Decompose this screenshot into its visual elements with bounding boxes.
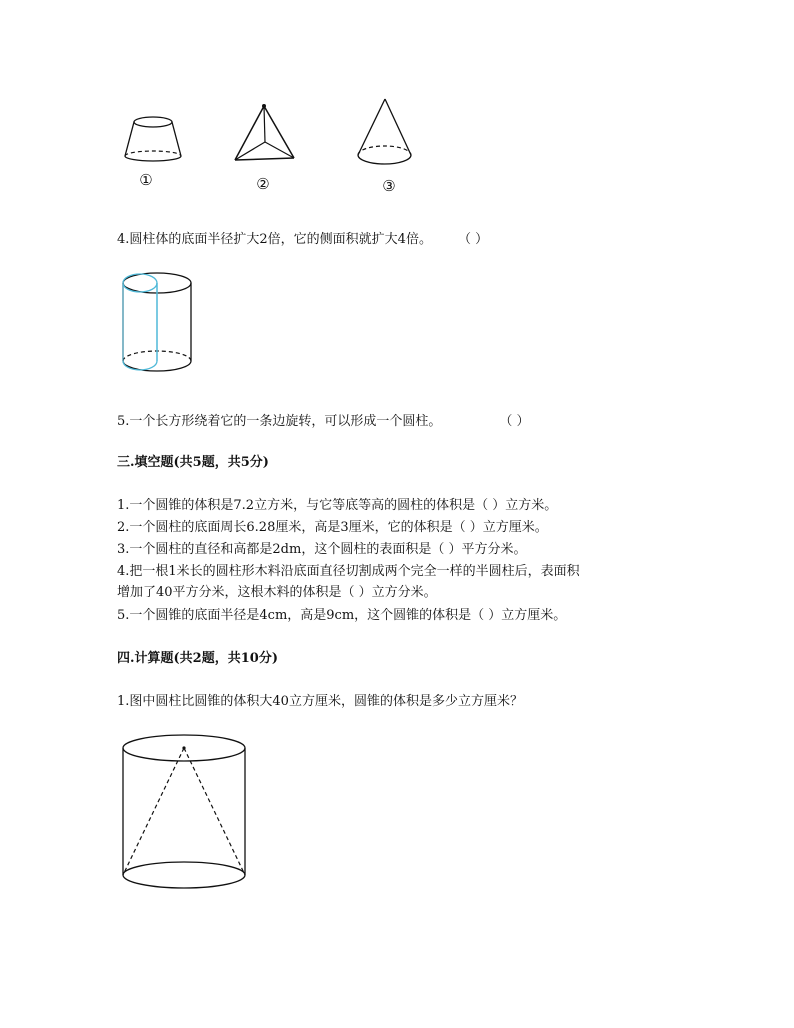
judgement-question-5: [117, 414, 530, 430]
calc-question-1: 1.图中圆柱比圆锥的体积大40立方厘米，圆锥的体积是多少立方厘米？: [117, 694, 523, 709]
cylinder-rectangle-figure: [120, 270, 194, 374]
answer-blank: （ ）: [457, 232, 489, 247]
pyramid-figure: [232, 102, 298, 166]
shape-label-2: ②: [256, 175, 270, 193]
fill-question-4-line-1: 4.把一根1米长的圆柱形木料沿底面直径切割成两个完全一样的半圆柱后，表面积: [117, 564, 580, 579]
shape-label-3: ③: [382, 177, 396, 195]
fill-question-2: 2.一个圆柱的底面周长6.28厘米，高是3厘米，它的体积是（ ）立方厘米。: [117, 520, 548, 535]
section-heading-fill: 三.填空题(共5题，共5分): [117, 455, 269, 470]
answer-blank: （ ）: [499, 414, 530, 429]
fill-question-3: 3.一个圆柱的直径和高都是2dm，这个圆柱的表面积是（ ）平方分米。: [117, 542, 527, 557]
shape-label-1: ①: [139, 171, 153, 189]
fill-question-4-line-2: 增加了40平方分米，这根木料的体积是（ ）立方分米。: [117, 585, 437, 600]
cone-figure: [354, 97, 414, 173]
fill-question-5: 5.一个圆锥的底面半径是4cm，高是9cm，这个圆锥的体积是（ ）立方厘米。: [117, 608, 567, 623]
judgement-question-4-text: 4.圆柱体的底面半径扩大2倍，它的侧面积就扩大4倍。: [117, 232, 432, 247]
frustum-figure: [120, 112, 186, 164]
section-heading-calc: 四.计算题(共2题，共10分): [117, 651, 278, 666]
judgement-question-5-text: 5.一个长方形绕着它的一条边旋转，可以形成一个圆柱。: [117, 414, 442, 429]
fill-question-1: 1.一个圆锥的体积是7.2立方米，与它等底等高的圆柱的体积是（ ）立方米。: [117, 498, 558, 513]
judgement-question-4: [117, 232, 488, 248]
cylinder-cone-figure: [120, 733, 248, 893]
